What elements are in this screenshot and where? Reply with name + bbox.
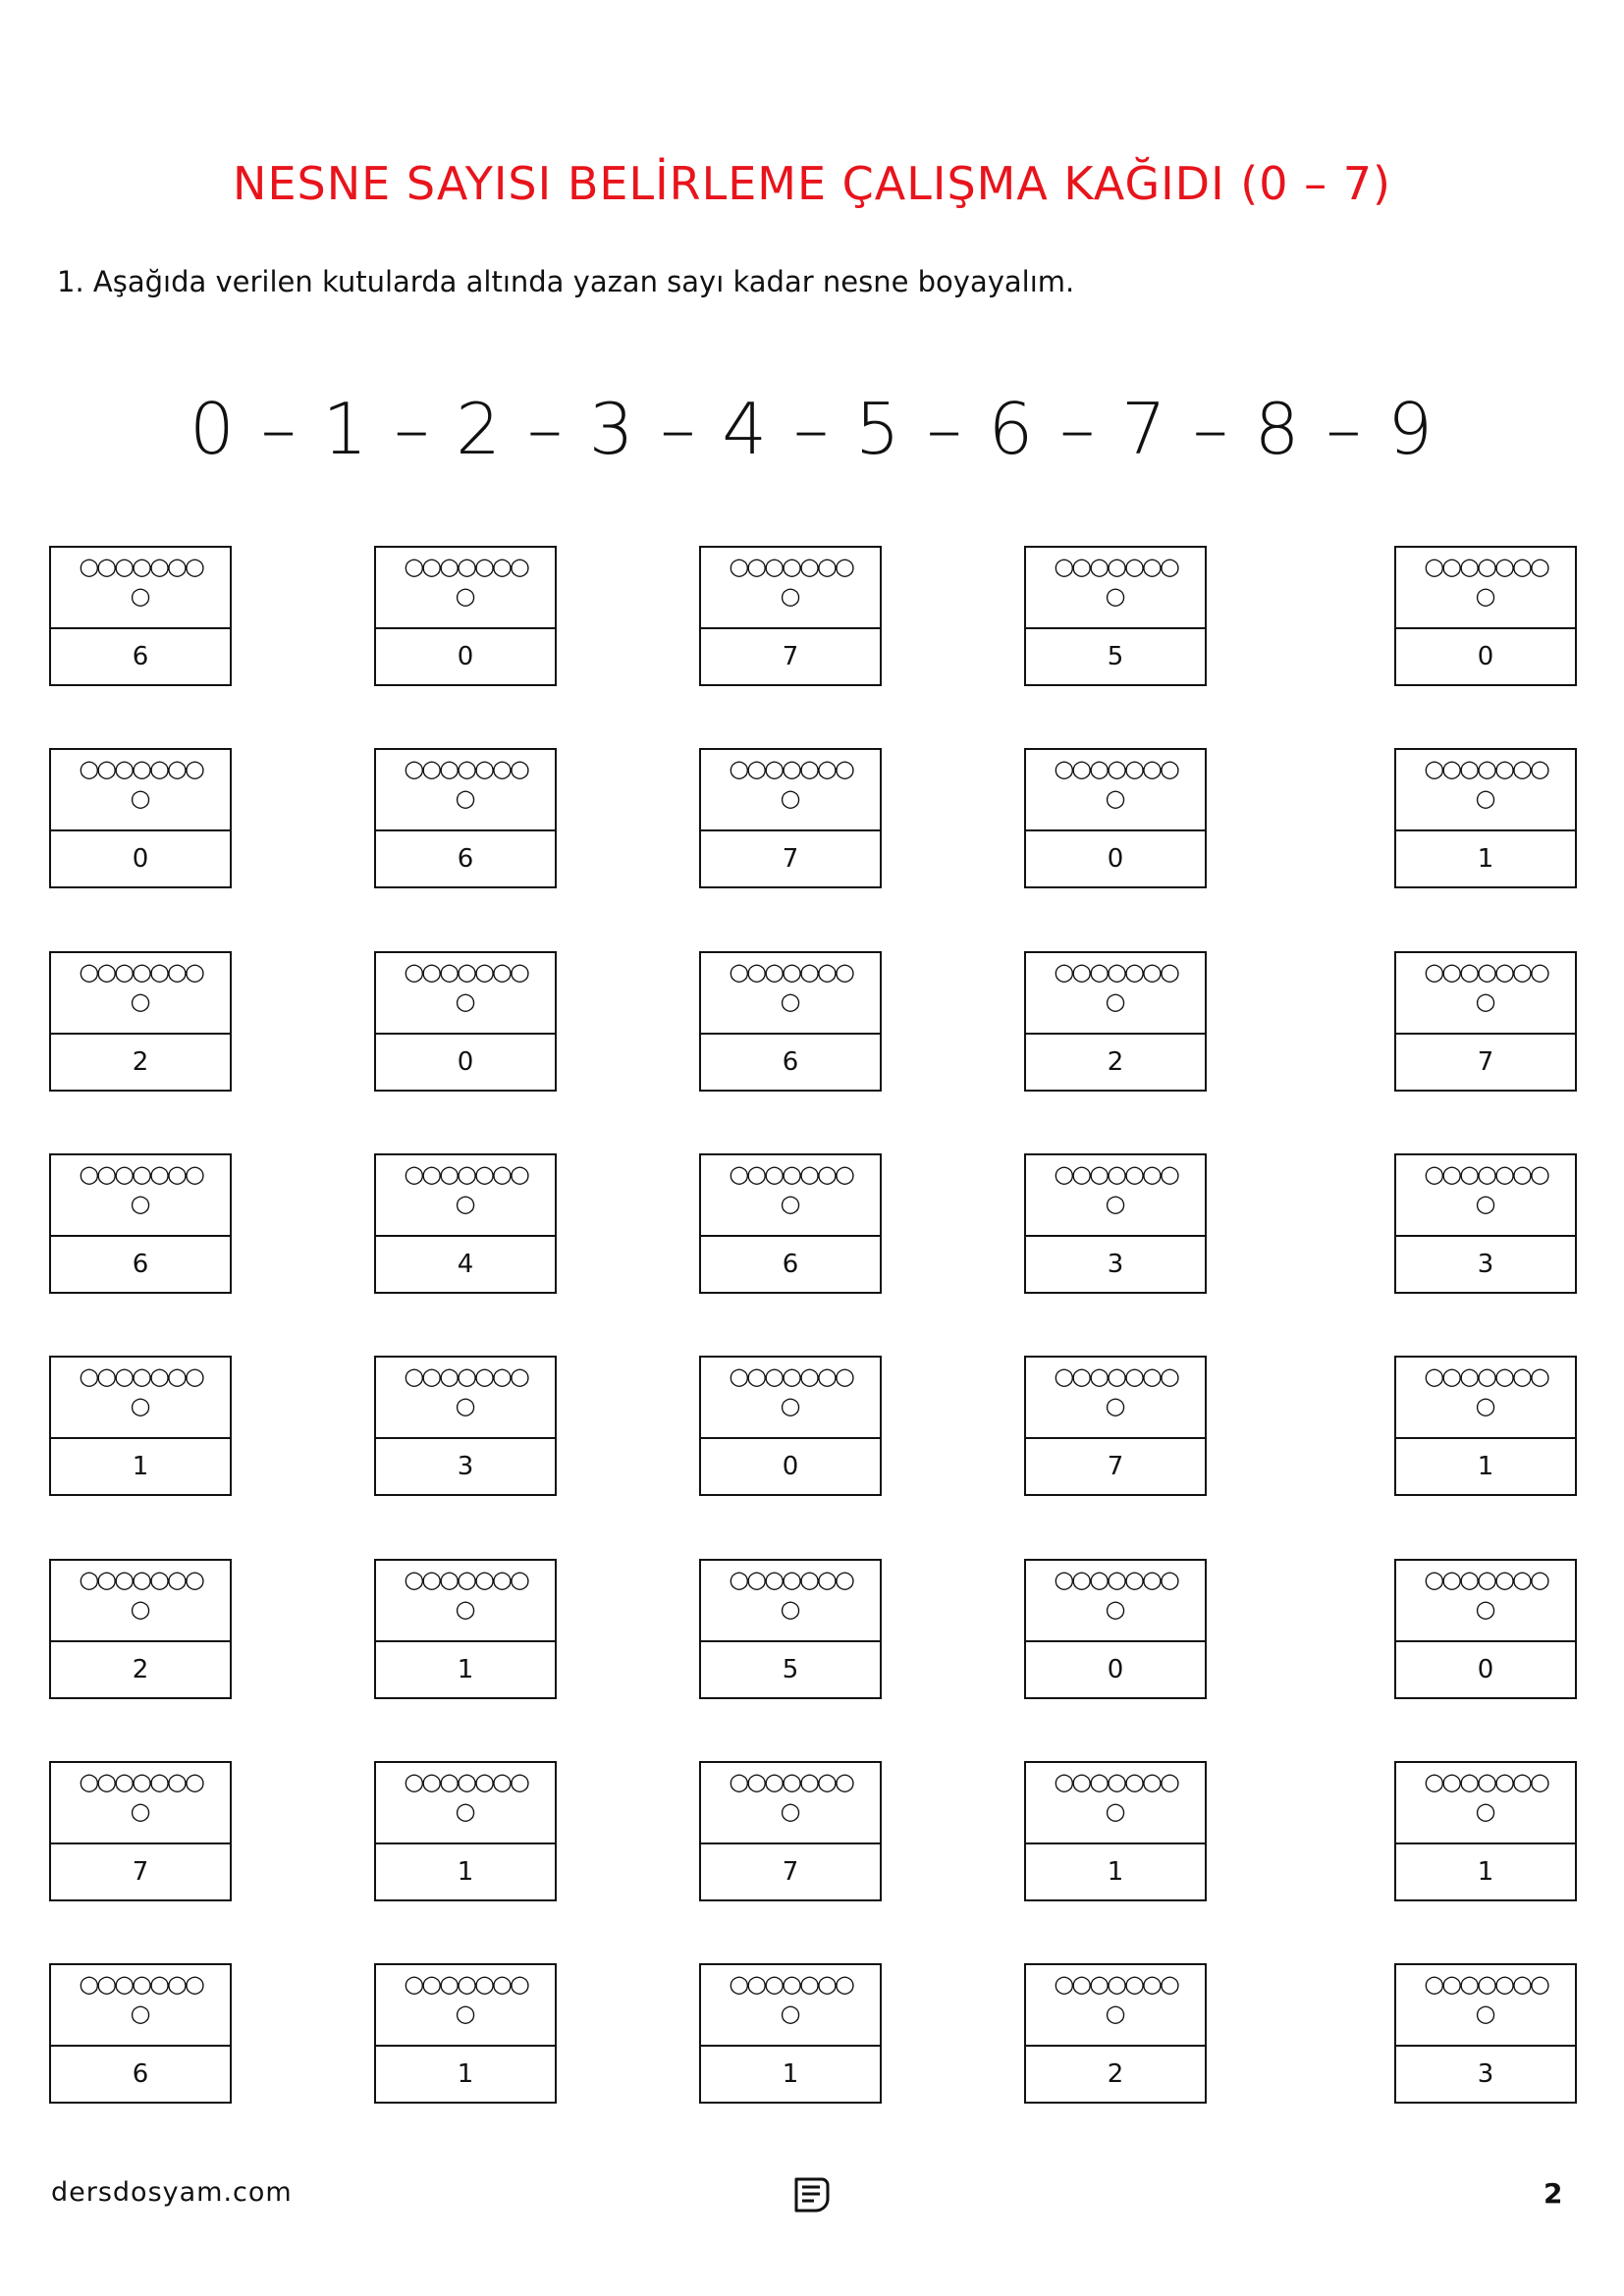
target-number: 7 <box>1107 1452 1124 1481</box>
circles-row-top[interactable]: ○○○○○○○ <box>79 1768 202 1795</box>
circles-row-top[interactable]: ○○○○○○○ <box>404 553 527 580</box>
counting-box <box>374 1559 557 1699</box>
circles-row-bottom[interactable]: ○ <box>1105 1190 1126 1217</box>
circle-group[interactable] <box>701 1155 880 1237</box>
circle-group[interactable] <box>376 1561 555 1642</box>
counting-box <box>699 546 882 686</box>
counting-box <box>49 546 232 686</box>
target-number: 0 <box>1477 1655 1494 1684</box>
circle-group[interactable] <box>701 548 880 629</box>
counting-box <box>699 1559 882 1699</box>
circles-row-bottom[interactable]: ○ <box>1475 1392 1496 1419</box>
circles-row-bottom[interactable]: ○ <box>1105 582 1126 610</box>
counting-box <box>1024 748 1207 888</box>
circles-row-bottom[interactable]: ○ <box>130 1190 151 1217</box>
counting-box <box>1394 546 1577 686</box>
circle-group[interactable] <box>701 1358 880 1439</box>
circles-row-top[interactable]: ○○○○○○○ <box>729 958 852 986</box>
counting-box <box>1394 1153 1577 1294</box>
counting-box <box>699 1963 882 2104</box>
circle-group[interactable] <box>51 1763 230 1844</box>
circles-row-bottom[interactable]: ○ <box>455 1392 476 1419</box>
circles-row-top[interactable]: ○○○○○○○ <box>79 1160 202 1188</box>
circles-row-bottom[interactable]: ○ <box>1475 1190 1496 1217</box>
circles-row-top[interactable]: ○○○○○○○ <box>79 553 202 580</box>
counting-box <box>1394 951 1577 1092</box>
circle-group[interactable] <box>1396 750 1575 831</box>
circle-group[interactable] <box>1396 548 1575 629</box>
circles-row-bottom[interactable]: ○ <box>780 1595 801 1623</box>
circles-row-bottom[interactable]: ○ <box>455 1190 476 1217</box>
circle-group[interactable] <box>701 1561 880 1642</box>
counting-box <box>699 1356 882 1496</box>
counting-box <box>49 1963 232 2104</box>
target-number: 0 <box>782 1452 799 1481</box>
circle-group[interactable] <box>1026 1965 1205 2047</box>
target-number: 3 <box>1477 2059 1494 2089</box>
target-number: 0 <box>132 844 149 874</box>
target-number: 7 <box>782 844 799 874</box>
target-number: 6 <box>457 844 474 874</box>
page-title: NESNE SAYISI BELİRLEME ÇALIŞMA KAĞIDI (0 – 7) <box>233 157 1391 210</box>
circles-row-bottom[interactable]: ○ <box>1105 2000 1126 2027</box>
circle-group[interactable] <box>51 1561 230 1642</box>
circles-row-top[interactable]: ○○○○○○○ <box>1054 958 1177 986</box>
circle-group[interactable] <box>51 750 230 831</box>
counting-box <box>1394 748 1577 888</box>
counting-box <box>1394 1963 1577 2104</box>
circles-row-bottom[interactable]: ○ <box>455 582 476 610</box>
circles-row-top[interactable]: ○○○○○○○ <box>729 755 852 782</box>
circles-row-top[interactable]: ○○○○○○○ <box>1424 958 1547 986</box>
target-number: 3 <box>1107 1250 1124 1279</box>
circles-row-top[interactable]: ○○○○○○○ <box>404 1566 527 1593</box>
circles-row-bottom[interactable]: ○ <box>780 1190 801 1217</box>
circles-row-bottom[interactable]: ○ <box>455 784 476 812</box>
counting-box <box>374 1356 557 1496</box>
counting-box <box>49 1761 232 1901</box>
counting-box <box>1394 1356 1577 1496</box>
target-number: 2 <box>1107 2059 1124 2089</box>
circles-row-top[interactable]: ○○○○○○○ <box>79 1362 202 1390</box>
target-number: 1 <box>1477 844 1494 874</box>
circles-row-top[interactable]: ○○○○○○○ <box>1424 1160 1547 1188</box>
circles-row-bottom[interactable]: ○ <box>1105 988 1126 1015</box>
circles-row-top[interactable]: ○○○○○○○ <box>404 1970 527 1998</box>
counting-box <box>374 1963 557 2104</box>
counting-box <box>699 1153 882 1294</box>
circle-group[interactable] <box>376 1763 555 1844</box>
counting-box <box>1394 1761 1577 1901</box>
target-number: 2 <box>132 1047 149 1077</box>
target-number: 3 <box>457 1452 474 1481</box>
circles-row-top[interactable]: ○○○○○○○ <box>79 958 202 986</box>
counting-box <box>374 1761 557 1901</box>
target-number: 1 <box>457 1655 474 1684</box>
counting-box <box>1024 1153 1207 1294</box>
target-number: 1 <box>1107 1857 1124 1887</box>
instruction-text: 1. Aşağıda verilen kutularda altında yazan sayı kadar nesne boyayalım. <box>57 265 1075 298</box>
circles-row-bottom[interactable]: ○ <box>130 988 151 1015</box>
circles-row-bottom[interactable]: ○ <box>1105 1392 1126 1419</box>
circles-row-top[interactable]: ○○○○○○○ <box>729 1768 852 1795</box>
counting-box <box>1024 546 1207 686</box>
circle-group[interactable] <box>1026 1358 1205 1439</box>
counting-box <box>49 951 232 1092</box>
circle-group[interactable] <box>1396 1358 1575 1439</box>
target-number: 0 <box>1107 1655 1124 1684</box>
circles-row-bottom[interactable]: ○ <box>780 988 801 1015</box>
circles-row-top[interactable]: ○○○○○○○ <box>79 755 202 782</box>
counting-box <box>49 1559 232 1699</box>
circles-row-top[interactable]: ○○○○○○○ <box>1054 553 1177 580</box>
circle-group[interactable] <box>1026 953 1205 1035</box>
target-number: 1 <box>457 2059 474 2089</box>
counting-box <box>1024 1356 1207 1496</box>
circles-row-bottom[interactable]: ○ <box>1475 1797 1496 1825</box>
counting-box <box>1024 1761 1207 1901</box>
circles-row-top[interactable]: ○○○○○○○ <box>1054 1566 1177 1593</box>
circles-row-bottom[interactable]: ○ <box>130 582 151 610</box>
counting-box <box>374 748 557 888</box>
target-number: 0 <box>1477 642 1494 671</box>
circles-row-bottom[interactable]: ○ <box>1475 1595 1496 1623</box>
circles-row-top[interactable]: ○○○○○○○ <box>79 1566 202 1593</box>
counting-box <box>49 1153 232 1294</box>
circles-row-top[interactable]: ○○○○○○○ <box>729 1970 852 1998</box>
circle-group[interactable] <box>701 750 880 831</box>
target-number: 1 <box>457 1857 474 1887</box>
target-number: 5 <box>782 1655 799 1684</box>
circles-row-bottom[interactable]: ○ <box>1475 582 1496 610</box>
target-number: 7 <box>782 1857 799 1887</box>
circle-group[interactable] <box>1026 1155 1205 1237</box>
circles-row-bottom[interactable]: ○ <box>130 784 151 812</box>
circle-group[interactable] <box>1026 548 1205 629</box>
circles-row-bottom[interactable]: ○ <box>455 1797 476 1825</box>
circles-row-bottom[interactable]: ○ <box>1475 2000 1496 2027</box>
circle-group[interactable] <box>376 548 555 629</box>
counting-box <box>374 951 557 1092</box>
target-number: 5 <box>1107 642 1124 671</box>
target-number: 0 <box>1107 844 1124 874</box>
counting-box <box>1394 1559 1577 1699</box>
target-number: 1 <box>1477 1452 1494 1481</box>
counting-box <box>1024 1963 1207 2104</box>
target-number: 3 <box>1477 1250 1494 1279</box>
circles-row-bottom[interactable]: ○ <box>130 2000 151 2027</box>
counting-box <box>1024 951 1207 1092</box>
counting-box <box>49 1356 232 1496</box>
circles-row-bottom[interactable]: ○ <box>455 1595 476 1623</box>
circles-row-top[interactable]: ○○○○○○○ <box>729 1160 852 1188</box>
counting-box <box>699 951 882 1092</box>
circles-row-top[interactable]: ○○○○○○○ <box>1424 1970 1547 1998</box>
circles-row-top[interactable]: ○○○○○○○ <box>404 755 527 782</box>
circles-row-top[interactable]: ○○○○○○○ <box>1424 553 1547 580</box>
counting-box <box>699 748 882 888</box>
circles-row-top[interactable]: ○○○○○○○ <box>729 1566 852 1593</box>
circle-group[interactable] <box>1396 1763 1575 1844</box>
circles-row-bottom[interactable]: ○ <box>1475 784 1496 812</box>
circles-row-top[interactable]: ○○○○○○○ <box>1424 755 1547 782</box>
counting-box <box>699 1761 882 1901</box>
circles-row-bottom[interactable]: ○ <box>780 784 801 812</box>
circles-row-bottom[interactable]: ○ <box>130 1392 151 1419</box>
circle-group[interactable] <box>51 953 230 1035</box>
target-number: 6 <box>132 1250 149 1279</box>
target-number: 6 <box>782 1250 799 1279</box>
circles-row-top[interactable]: ○○○○○○○ <box>1054 1768 1177 1795</box>
circle-group[interactable] <box>51 1358 230 1439</box>
circles-row-bottom[interactable]: ○ <box>1475 988 1496 1015</box>
counting-box <box>1024 1559 1207 1699</box>
circles-row-bottom[interactable]: ○ <box>130 1595 151 1623</box>
circles-row-top[interactable]: ○○○○○○○ <box>729 1362 852 1390</box>
target-number: 4 <box>457 1250 474 1279</box>
circle-group[interactable] <box>1026 1763 1205 1844</box>
circle-group[interactable] <box>701 953 880 1035</box>
circle-group[interactable] <box>701 1965 880 2047</box>
circles-row-top[interactable]: ○○○○○○○ <box>1054 1160 1177 1188</box>
target-number: 0 <box>457 1047 474 1077</box>
circles-row-top[interactable]: ○○○○○○○ <box>729 553 852 580</box>
counting-box <box>374 1153 557 1294</box>
counting-box <box>374 546 557 686</box>
circles-row-top[interactable]: ○○○○○○○ <box>404 1160 527 1188</box>
target-number: 2 <box>132 1655 149 1684</box>
target-number: 6 <box>782 1047 799 1077</box>
target-number: 2 <box>1107 1047 1124 1077</box>
circles-row-top[interactable]: ○○○○○○○ <box>404 1768 527 1795</box>
circle-group[interactable] <box>1026 1561 1205 1642</box>
circles-row-bottom[interactable]: ○ <box>455 988 476 1015</box>
circles-row-top[interactable]: ○○○○○○○ <box>1424 1566 1547 1593</box>
page-number: 2 <box>1543 2177 1563 2210</box>
circles-row-top[interactable]: ○○○○○○○ <box>1054 1362 1177 1390</box>
target-number: 1 <box>132 1452 149 1481</box>
circles-row-bottom[interactable]: ○ <box>780 582 801 610</box>
circle-group[interactable] <box>376 1155 555 1237</box>
target-number: 1 <box>1477 1857 1494 1887</box>
circles-row-top[interactable]: ○○○○○○○ <box>1424 1362 1547 1390</box>
target-number: 6 <box>132 2059 149 2089</box>
circles-row-top[interactable]: ○○○○○○○ <box>79 1970 202 1998</box>
circle-group[interactable] <box>376 1358 555 1439</box>
circles-row-bottom[interactable]: ○ <box>780 2000 801 2027</box>
circle-group[interactable] <box>51 1155 230 1237</box>
circles-row-bottom[interactable]: ○ <box>130 1797 151 1825</box>
circle-group[interactable] <box>1396 953 1575 1035</box>
circles-row-bottom[interactable]: ○ <box>1105 1797 1126 1825</box>
circles-row-top[interactable]: ○○○○○○○ <box>404 958 527 986</box>
circles-row-top[interactable]: ○○○○○○○ <box>1424 1768 1547 1795</box>
circles-row-bottom[interactable]: ○ <box>1105 784 1126 812</box>
circles-row-bottom[interactable]: ○ <box>455 2000 476 2027</box>
circle-group[interactable] <box>1396 1561 1575 1642</box>
circle-group[interactable] <box>51 548 230 629</box>
target-number: 0 <box>457 642 474 671</box>
circles-row-top[interactable]: ○○○○○○○ <box>1054 755 1177 782</box>
circles-row-bottom[interactable]: ○ <box>1105 1595 1126 1623</box>
circle-group[interactable] <box>1396 1155 1575 1237</box>
circle-group[interactable] <box>701 1763 880 1844</box>
circle-group[interactable] <box>376 1965 555 2047</box>
circles-row-top[interactable]: ○○○○○○○ <box>1054 1970 1177 1998</box>
number-sequence: 0 – 1 – 2 – 3 – 4 – 5 – 6 – 7 – 8 – 9 <box>189 388 1435 470</box>
circle-group[interactable] <box>376 750 555 831</box>
target-number: 6 <box>132 642 149 671</box>
target-number: 7 <box>782 642 799 671</box>
circle-group[interactable] <box>376 953 555 1035</box>
footer-site: dersdosyam.com <box>51 2177 293 2208</box>
target-number: 1 <box>782 2059 799 2089</box>
document-lines-icon <box>790 2171 834 2215</box>
circles-row-bottom[interactable]: ○ <box>780 1392 801 1419</box>
circles-row-top[interactable]: ○○○○○○○ <box>404 1362 527 1390</box>
counting-box <box>49 748 232 888</box>
target-number: 7 <box>1477 1047 1494 1077</box>
circle-group[interactable] <box>1026 750 1205 831</box>
circle-group[interactable] <box>51 1965 230 2047</box>
circle-group[interactable] <box>1396 1965 1575 2047</box>
circles-row-bottom[interactable]: ○ <box>780 1797 801 1825</box>
target-number: 7 <box>132 1857 149 1887</box>
